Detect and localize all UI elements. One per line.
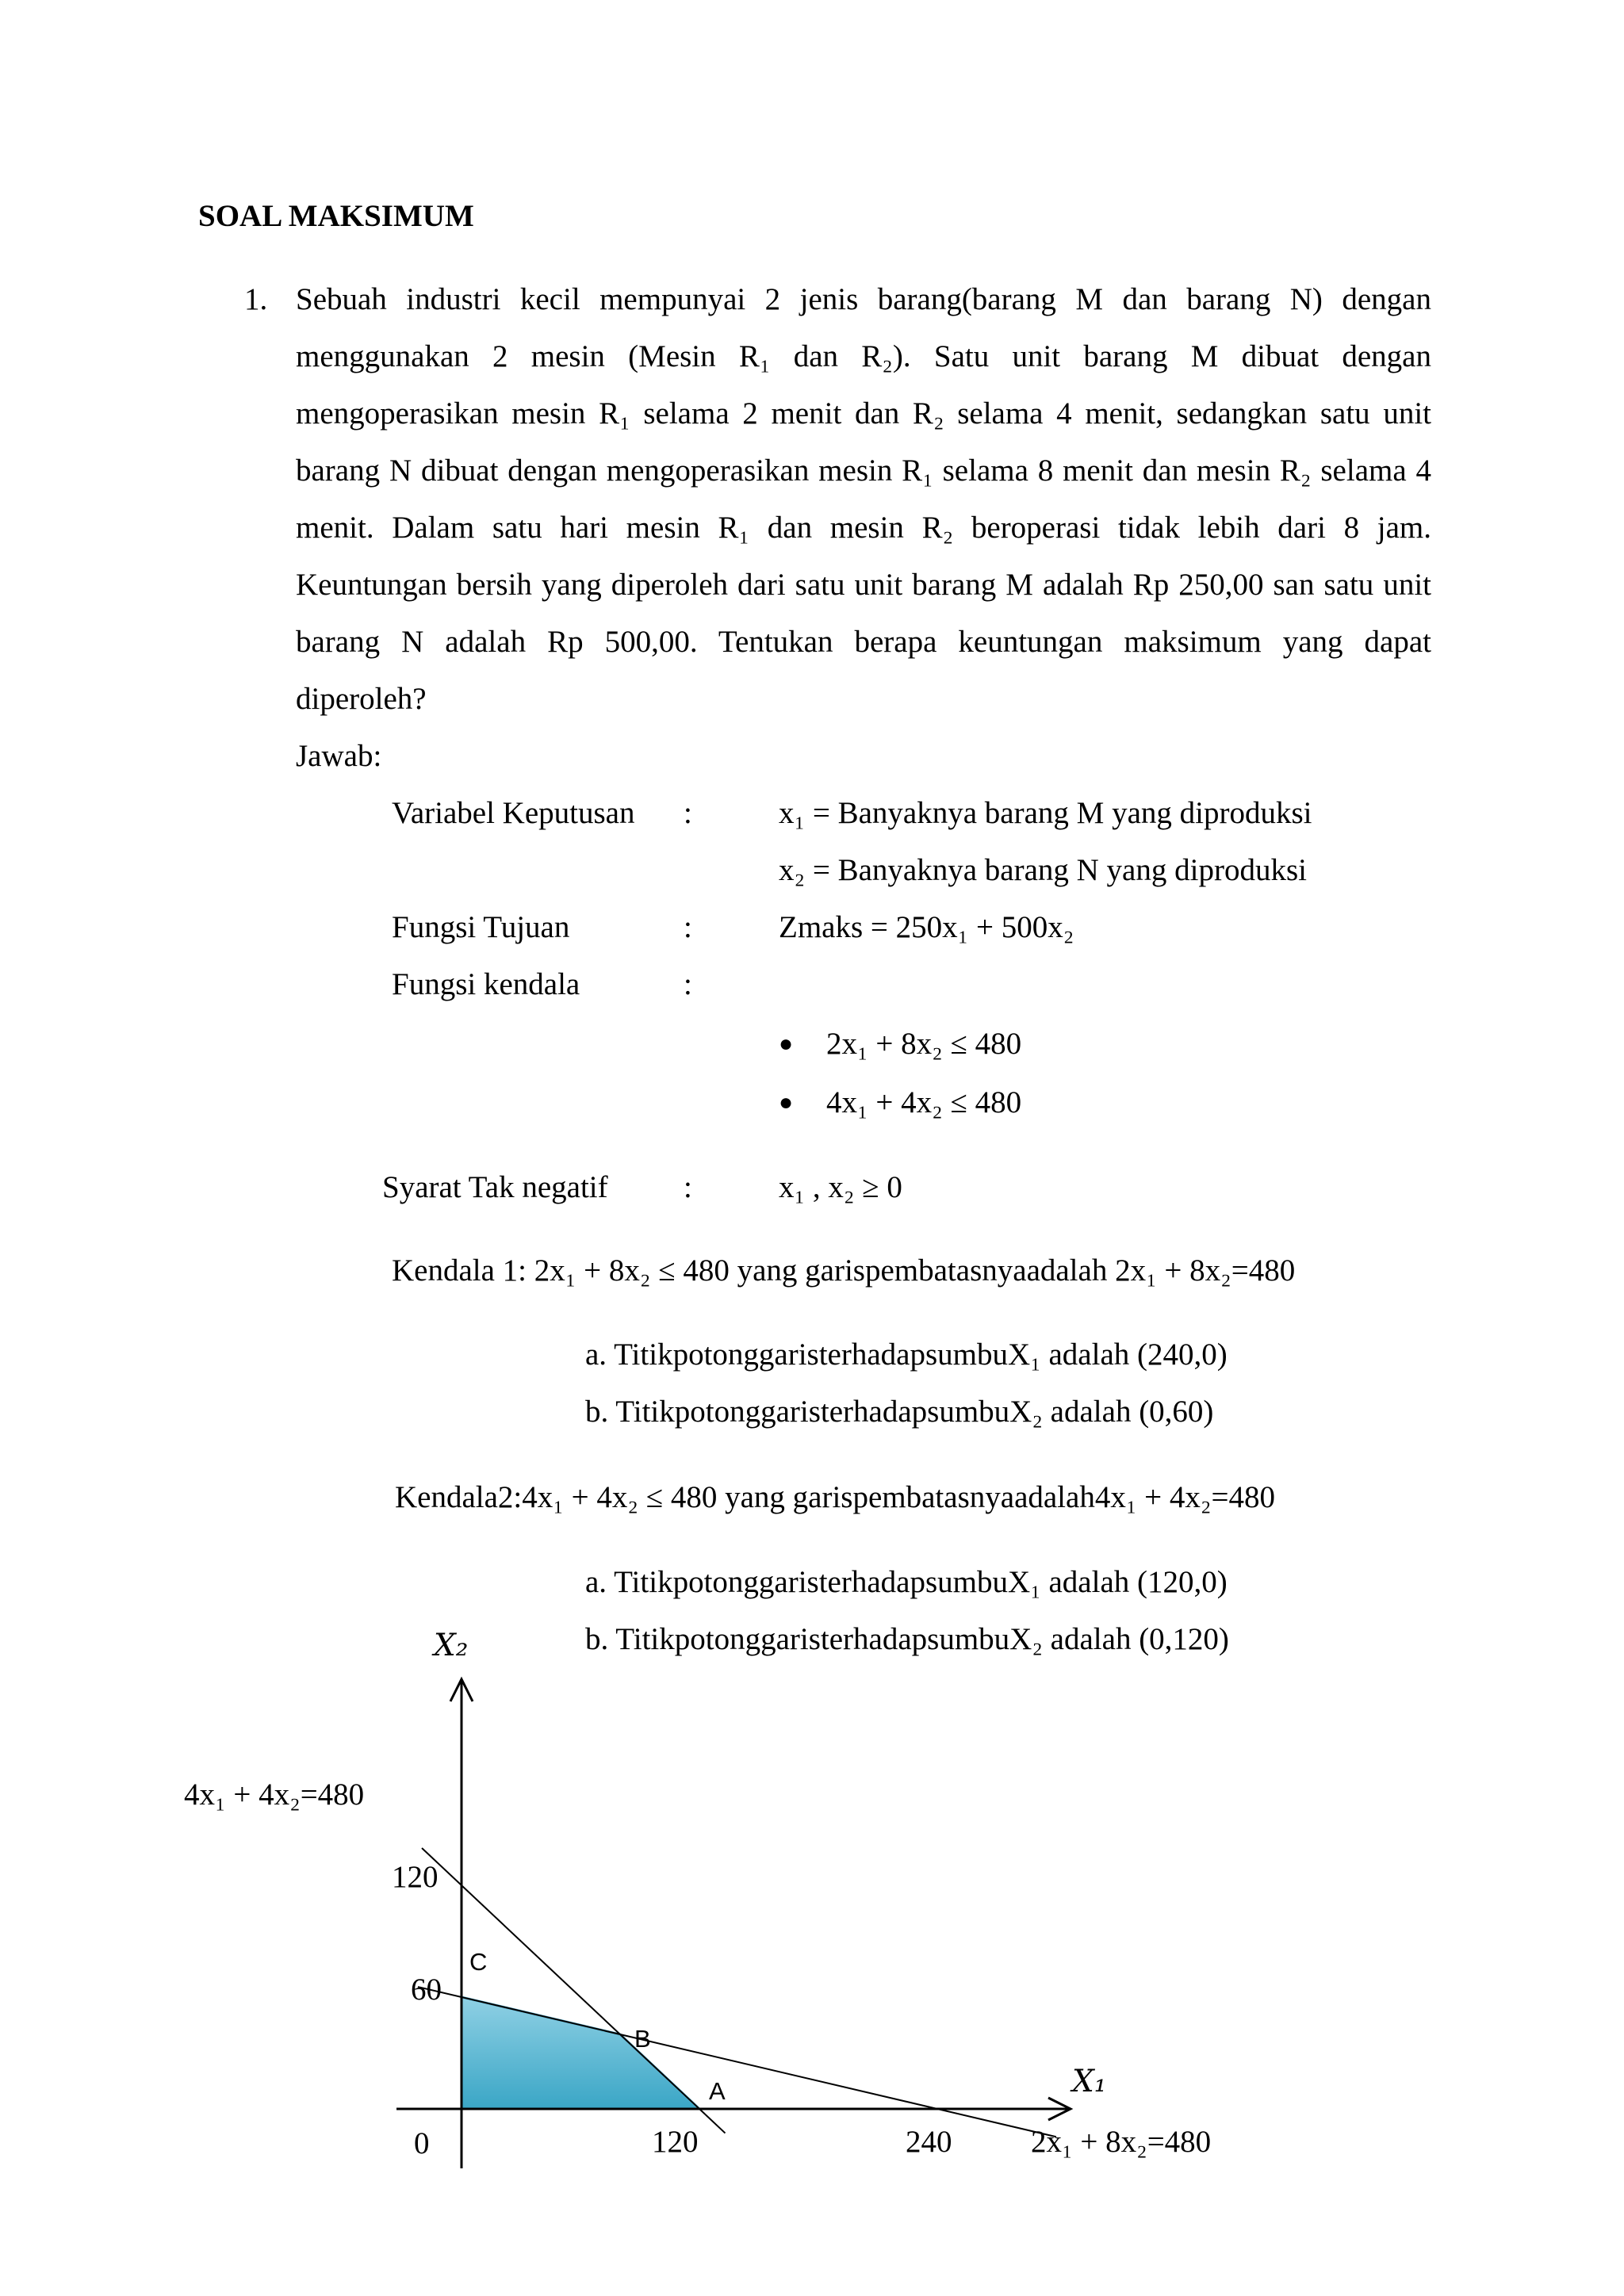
constraint-1: 2x₁ + 8x₂ ≤ 480: [826, 1027, 1022, 1061]
question-number: 1.: [244, 282, 268, 316]
page-title: SOAL MAKSIMUM: [198, 199, 474, 233]
objective-expression: Zmaks = 250x₁ + 500x₂: [779, 910, 1074, 944]
bullet-icon: ●: [779, 1089, 794, 1115]
kendala-2-text: Kendala2:4x₁ + 4x₂ ≤ 480 yang garispembatasnyaadalah4x₁ + 4x₂=480: [395, 1480, 1276, 1514]
objective-label: Fungsi Tujuan: [392, 910, 570, 944]
x-tick-240: 240: [906, 2125, 952, 2159]
kendala-2-point-b: b. TitikpotonggaristerhadapsumbuX₂ adalah (0,120): [585, 1622, 1229, 1656]
kendala-1-point-b: b. TitikpotonggaristerhadapsumbuX₂ adalah (0,60): [585, 1395, 1214, 1429]
kendala-2-point-a: a. TitikpotonggaristerhadapsumbuX₁ adalah (120,0): [585, 1565, 1228, 1599]
feasible-region: [462, 1997, 699, 2109]
kendala-1-point-a: a. TitikpotonggaristerhadapsumbuX₁ adalah (240,0): [585, 1337, 1228, 1372]
colon: :: [684, 967, 692, 1001]
line-label-1: 4x₁ + 4x₂=480: [184, 1777, 365, 1812]
kendala-1-text: Kendala 1: 2x₁ + 8x₂ ≤ 480 yang garispembatasnyaadalah 2x₁ + 8x₂=480: [392, 1253, 1296, 1288]
nonnegativity-expression: x₁ , x₂ ≥ 0: [779, 1170, 902, 1204]
vertex-label-b: B: [634, 2025, 651, 2053]
decision-variables-label: Variabel Keputusan: [392, 796, 635, 830]
constraints-label: Fungsi kendala: [392, 967, 580, 1001]
decision-variable-x1: x₁ = Banyaknya barang M yang diproduksi: [779, 796, 1312, 830]
x-axis-label: X₁: [1072, 2064, 1107, 2099]
decision-variable-x2: x₂ = Banyaknya barang N yang diproduksi: [779, 853, 1307, 887]
answer-label: Jawab:: [296, 739, 382, 773]
y-tick-60: 60: [411, 1973, 442, 2007]
question-text: Sebuah industri kecil mempunyai 2 jenis barang(barang M dan barang N) dengan menggunakan 2 mesin (Mesin R₁ dan R₂). Satu unit barang M dibuat dengan mengoperasikan mesin R₁ selama 2 menit dan R₂ selama 4 menit, sedangkan satu unit barang N dibuat dengan mengoperasikan mesin R₁ selama 8 menit dan mesin R₂ selama 4 menit. Dalam satu hari mesin R₁ dan mesin R₂ beroperasi tidak lebih dari 8 jam. Keuntungan bersih yang diperoleh dari satu unit barang M adalah Rp 250,00 san satu unit barang N adalah Rp 500,00. Tentukan berapa keuntungan maksimum yang dapat diperoleh?: [296, 282, 1431, 716]
vertex-label-a: A: [709, 2077, 726, 2105]
x-tick-120: 120: [652, 2125, 699, 2159]
nonnegativity-label: Syarat Tak negatif: [382, 1170, 608, 1204]
bullet-icon: ●: [779, 1031, 794, 1057]
vertex-label-c: C: [469, 1948, 488, 1976]
colon: :: [684, 910, 692, 944]
line-label-2: 2x₁ + 8x₂=480: [1031, 2125, 1212, 2159]
constraint-2: 4x₁ + 4x₂ ≤ 480: [826, 1085, 1022, 1119]
y-axis-label: X₂: [434, 1628, 469, 1663]
colon: :: [684, 1170, 692, 1204]
colon: :: [684, 796, 692, 830]
origin-label: 0: [414, 2126, 430, 2160]
y-tick-120: 120: [392, 1860, 439, 1894]
